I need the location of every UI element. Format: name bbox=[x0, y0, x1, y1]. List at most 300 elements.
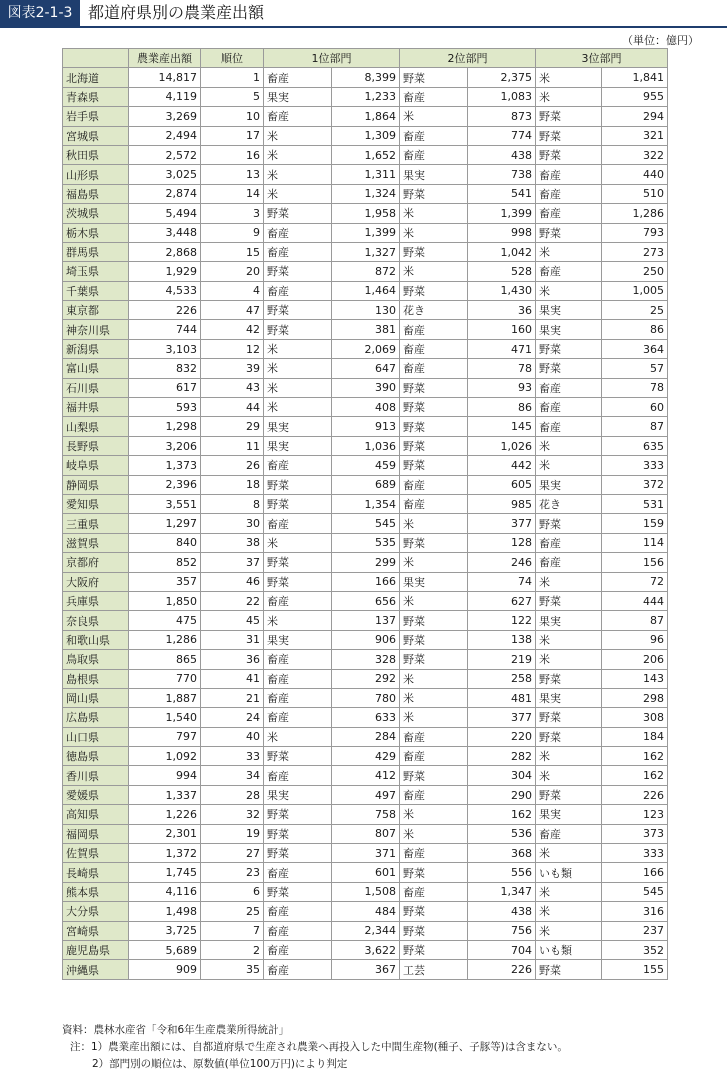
first-sector-value: 1,399 bbox=[332, 223, 400, 242]
first-sector-value: 601 bbox=[332, 863, 400, 882]
output-cell: 1,373 bbox=[129, 456, 201, 475]
output-cell: 1,498 bbox=[129, 902, 201, 921]
third-sector-name: 畜産 bbox=[536, 553, 602, 572]
first-sector-value: 1,652 bbox=[332, 145, 400, 164]
prefecture-cell: 神奈川県 bbox=[63, 320, 129, 339]
rank-cell: 47 bbox=[201, 301, 264, 320]
first-sector-name: 畜産 bbox=[264, 921, 332, 940]
second-sector-name: 米 bbox=[400, 262, 468, 281]
first-sector-name: 畜産 bbox=[264, 708, 332, 727]
rank-cell: 36 bbox=[201, 650, 264, 669]
second-sector-name: 米 bbox=[400, 824, 468, 843]
first-sector-name: 野菜 bbox=[264, 824, 332, 843]
third-sector-value: 159 bbox=[602, 514, 668, 533]
second-sector-name: 畜産 bbox=[400, 126, 468, 145]
first-sector-value: 497 bbox=[332, 785, 400, 804]
third-sector-value: 440 bbox=[602, 165, 668, 184]
second-sector-name: 野菜 bbox=[400, 242, 468, 261]
rank-cell: 22 bbox=[201, 591, 264, 610]
output-cell: 2,572 bbox=[129, 145, 201, 164]
third-sector-value: 1,286 bbox=[602, 204, 668, 223]
prefecture-cell: 静岡県 bbox=[63, 475, 129, 494]
table-row bbox=[63, 844, 668, 863]
first-sector-name: 畜産 bbox=[264, 766, 332, 785]
second-sector-value: 145 bbox=[468, 417, 536, 436]
rank-cell: 35 bbox=[201, 960, 264, 979]
first-sector-name: 畜産 bbox=[264, 669, 332, 688]
third-sector-value: 226 bbox=[602, 785, 668, 804]
first-sector-value: 1,309 bbox=[332, 126, 400, 145]
first-sector-value: 2,344 bbox=[332, 921, 400, 940]
second-sector-value: 1,083 bbox=[468, 87, 536, 106]
prefecture-cell: 佐賀県 bbox=[63, 844, 129, 863]
second-sector-name: 米 bbox=[400, 669, 468, 688]
third-sector-value: 237 bbox=[602, 921, 668, 940]
third-sector-name: 野菜 bbox=[536, 145, 602, 164]
third-sector-name: 果実 bbox=[536, 611, 602, 630]
output-cell: 797 bbox=[129, 727, 201, 746]
first-sector-value: 535 bbox=[332, 533, 400, 552]
output-cell: 617 bbox=[129, 378, 201, 397]
rank-cell: 27 bbox=[201, 844, 264, 863]
first-sector-value: 647 bbox=[332, 359, 400, 378]
output-cell: 1,298 bbox=[129, 417, 201, 436]
prefecture-cell: 群馬県 bbox=[63, 242, 129, 261]
table-row bbox=[63, 611, 668, 630]
rank-cell: 46 bbox=[201, 572, 264, 591]
second-sector-name: 畜産 bbox=[400, 87, 468, 106]
third-sector-name: 米 bbox=[536, 242, 602, 261]
second-sector-value: 627 bbox=[468, 591, 536, 610]
prefecture-cell: 大分県 bbox=[63, 902, 129, 921]
first-sector-value: 381 bbox=[332, 320, 400, 339]
second-sector-name: 花き bbox=[400, 301, 468, 320]
output-cell: 1,337 bbox=[129, 785, 201, 804]
second-sector-value: 368 bbox=[468, 844, 536, 863]
first-sector-value: 656 bbox=[332, 591, 400, 610]
first-sector-name: 畜産 bbox=[264, 281, 332, 300]
table-header-row bbox=[63, 49, 668, 68]
first-sector-name: 野菜 bbox=[264, 262, 332, 281]
prefecture-cell: 茨城県 bbox=[63, 204, 129, 223]
prefecture-cell: 山梨県 bbox=[63, 417, 129, 436]
first-sector-name: 畜産 bbox=[264, 688, 332, 707]
second-sector-value: 219 bbox=[468, 650, 536, 669]
second-sector-value: 1,026 bbox=[468, 436, 536, 455]
rank-cell: 30 bbox=[201, 514, 264, 533]
rank-cell: 4 bbox=[201, 281, 264, 300]
third-sector-name: 野菜 bbox=[536, 126, 602, 145]
second-sector-name: 野菜 bbox=[400, 184, 468, 203]
first-sector-value: 633 bbox=[332, 708, 400, 727]
third-sector-name: 畜産 bbox=[536, 262, 602, 281]
table-row bbox=[63, 766, 668, 785]
rank-cell: 7 bbox=[201, 921, 264, 940]
table-row bbox=[63, 398, 668, 417]
third-sector-value: 87 bbox=[602, 417, 668, 436]
second-sector-value: 1,430 bbox=[468, 281, 536, 300]
second-sector-name: 果実 bbox=[400, 572, 468, 591]
third-sector-value: 86 bbox=[602, 320, 668, 339]
second-sector-value: 528 bbox=[468, 262, 536, 281]
third-sector-value: 364 bbox=[602, 339, 668, 358]
third-sector-value: 60 bbox=[602, 398, 668, 417]
third-sector-value: 308 bbox=[602, 708, 668, 727]
second-sector-value: 226 bbox=[468, 960, 536, 979]
third-sector-name: 畜産 bbox=[536, 204, 602, 223]
first-sector-name: 畜産 bbox=[264, 650, 332, 669]
third-sector-value: 373 bbox=[602, 824, 668, 843]
table-row bbox=[63, 669, 668, 688]
output-cell: 357 bbox=[129, 572, 201, 591]
first-sector-value: 1,864 bbox=[332, 107, 400, 126]
first-sector-name: 野菜 bbox=[264, 882, 332, 901]
second-sector-name: 野菜 bbox=[400, 863, 468, 882]
output-cell: 1,745 bbox=[129, 863, 201, 882]
first-sector-value: 1,354 bbox=[332, 494, 400, 513]
third-sector-value: 1,841 bbox=[602, 68, 668, 87]
second-sector-name: 畜産 bbox=[400, 359, 468, 378]
third-sector-name: 米 bbox=[536, 281, 602, 300]
prefecture-cell: 山口県 bbox=[63, 727, 129, 746]
rank-cell: 34 bbox=[201, 766, 264, 785]
output-cell: 2,301 bbox=[129, 824, 201, 843]
output-cell: 744 bbox=[129, 320, 201, 339]
prefecture-cell: 愛知県 bbox=[63, 494, 129, 513]
prefecture-cell: 栃木県 bbox=[63, 223, 129, 242]
table-row bbox=[63, 940, 668, 959]
output-cell: 865 bbox=[129, 650, 201, 669]
table-row bbox=[63, 960, 668, 979]
second-sector-name: 畜産 bbox=[400, 320, 468, 339]
prefecture-cell: 埼玉県 bbox=[63, 262, 129, 281]
third-sector-name: 畜産 bbox=[536, 398, 602, 417]
first-sector-name: 米 bbox=[264, 359, 332, 378]
third-sector-value: 298 bbox=[602, 688, 668, 707]
prefecture-cell: 香川県 bbox=[63, 766, 129, 785]
second-sector-value: 304 bbox=[468, 766, 536, 785]
table-row bbox=[63, 494, 668, 513]
first-sector-value: 545 bbox=[332, 514, 400, 533]
third-sector-name: 野菜 bbox=[536, 107, 602, 126]
output-cell: 1,092 bbox=[129, 747, 201, 766]
third-sector-value: 316 bbox=[602, 902, 668, 921]
rank-cell: 13 bbox=[201, 165, 264, 184]
second-sector-value: 998 bbox=[468, 223, 536, 242]
rank-cell: 11 bbox=[201, 436, 264, 455]
first-sector-name: 米 bbox=[264, 184, 332, 203]
second-sector-name: 果実 bbox=[400, 165, 468, 184]
output-cell: 5,494 bbox=[129, 204, 201, 223]
first-sector-name: 野菜 bbox=[264, 572, 332, 591]
third-sector-name: 米 bbox=[536, 921, 602, 940]
first-sector-name: 畜産 bbox=[264, 902, 332, 921]
table-row bbox=[63, 436, 668, 455]
second-sector-value: 1,042 bbox=[468, 242, 536, 261]
output-cell: 1,286 bbox=[129, 630, 201, 649]
first-sector-value: 429 bbox=[332, 747, 400, 766]
first-sector-name: 畜産 bbox=[264, 223, 332, 242]
second-sector-name: 野菜 bbox=[400, 68, 468, 87]
second-sector-value: 122 bbox=[468, 611, 536, 630]
second-sector-name: 畜産 bbox=[400, 475, 468, 494]
rank-cell: 5 bbox=[201, 87, 264, 106]
first-sector-name: 果実 bbox=[264, 436, 332, 455]
rank-cell: 39 bbox=[201, 359, 264, 378]
second-sector-name: 米 bbox=[400, 688, 468, 707]
second-sector-value: 258 bbox=[468, 669, 536, 688]
third-sector-value: 156 bbox=[602, 553, 668, 572]
output-cell: 2,874 bbox=[129, 184, 201, 203]
prefecture-cell: 大阪府 bbox=[63, 572, 129, 591]
prefecture-cell: 岩手県 bbox=[63, 107, 129, 126]
rank-cell: 12 bbox=[201, 339, 264, 358]
third-sector-value: 78 bbox=[602, 378, 668, 397]
prefecture-cell: 愛媛県 bbox=[63, 785, 129, 804]
second-sector-name: 米 bbox=[400, 708, 468, 727]
rank-cell: 16 bbox=[201, 145, 264, 164]
prefecture-cell: 奈良県 bbox=[63, 611, 129, 630]
third-sector-value: 250 bbox=[602, 262, 668, 281]
first-sector-name: 畜産 bbox=[264, 456, 332, 475]
first-sector-value: 1,327 bbox=[332, 242, 400, 261]
third-sector-name: 野菜 bbox=[536, 514, 602, 533]
third-sector-name: 果実 bbox=[536, 805, 602, 824]
third-sector-name: 花き bbox=[536, 494, 602, 513]
table-row bbox=[63, 553, 668, 572]
first-sector-value: 408 bbox=[332, 398, 400, 417]
third-sector-value: 87 bbox=[602, 611, 668, 630]
rank-cell: 43 bbox=[201, 378, 264, 397]
second-sector-name: 野菜 bbox=[400, 766, 468, 785]
second-sector-name: 畜産 bbox=[400, 145, 468, 164]
third-sector-name: 米 bbox=[536, 572, 602, 591]
third-sector-name: 果実 bbox=[536, 320, 602, 339]
second-sector-value: 220 bbox=[468, 727, 536, 746]
prefecture-cell: 徳島県 bbox=[63, 747, 129, 766]
third-sector-name: 野菜 bbox=[536, 223, 602, 242]
table-row bbox=[63, 882, 668, 901]
rank-cell: 40 bbox=[201, 727, 264, 746]
prefecture-cell: 滋賀県 bbox=[63, 533, 129, 552]
prefecture-cell: 青森県 bbox=[63, 87, 129, 106]
prefecture-cell: 石川県 bbox=[63, 378, 129, 397]
first-sector-value: 166 bbox=[332, 572, 400, 591]
first-sector-value: 412 bbox=[332, 766, 400, 785]
first-sector-name: 野菜 bbox=[264, 844, 332, 863]
table-row bbox=[63, 204, 668, 223]
prefecture-cell: 岐阜県 bbox=[63, 456, 129, 475]
first-sector-value: 3,622 bbox=[332, 940, 400, 959]
output-cell: 2,868 bbox=[129, 242, 201, 261]
output-cell: 2,396 bbox=[129, 475, 201, 494]
table-row bbox=[63, 87, 668, 106]
rank-cell: 26 bbox=[201, 456, 264, 475]
third-sector-value: 96 bbox=[602, 630, 668, 649]
second-sector-name: 野菜 bbox=[400, 611, 468, 630]
output-cell: 1,887 bbox=[129, 688, 201, 707]
prefecture-cell: 高知県 bbox=[63, 805, 129, 824]
second-sector-value: 536 bbox=[468, 824, 536, 843]
prefecture-cell: 福島県 bbox=[63, 184, 129, 203]
table-row bbox=[63, 805, 668, 824]
second-sector-value: 162 bbox=[468, 805, 536, 824]
second-sector-value: 442 bbox=[468, 456, 536, 475]
third-sector-name: 米 bbox=[536, 650, 602, 669]
third-sector-name: 米 bbox=[536, 456, 602, 475]
third-sector-value: 510 bbox=[602, 184, 668, 203]
table-row bbox=[63, 456, 668, 475]
second-sector-name: 野菜 bbox=[400, 533, 468, 552]
header-prefecture bbox=[63, 49, 129, 68]
agricultural-output-table bbox=[62, 48, 668, 980]
third-sector-name: 野菜 bbox=[536, 708, 602, 727]
third-sector-name: 米 bbox=[536, 630, 602, 649]
second-sector-name: 野菜 bbox=[400, 281, 468, 300]
first-sector-value: 780 bbox=[332, 688, 400, 707]
first-sector-value: 459 bbox=[332, 456, 400, 475]
output-cell: 3,448 bbox=[129, 223, 201, 242]
first-sector-name: 野菜 bbox=[264, 494, 332, 513]
third-sector-name: 米 bbox=[536, 68, 602, 87]
prefecture-cell: 宮崎県 bbox=[63, 921, 129, 940]
third-sector-value: 72 bbox=[602, 572, 668, 591]
third-sector-value: 531 bbox=[602, 494, 668, 513]
first-sector-value: 130 bbox=[332, 301, 400, 320]
second-sector-value: 36 bbox=[468, 301, 536, 320]
second-sector-value: 246 bbox=[468, 553, 536, 572]
table-row bbox=[63, 921, 668, 940]
first-sector-name: 畜産 bbox=[264, 591, 332, 610]
figure-title-bar bbox=[0, 0, 727, 26]
second-sector-value: 78 bbox=[468, 359, 536, 378]
third-sector-name: 米 bbox=[536, 902, 602, 921]
second-sector-value: 1,347 bbox=[468, 882, 536, 901]
second-sector-value: 704 bbox=[468, 940, 536, 959]
third-sector-name: 米 bbox=[536, 747, 602, 766]
third-sector-name: 野菜 bbox=[536, 359, 602, 378]
output-cell: 2,494 bbox=[129, 126, 201, 145]
rank-cell: 31 bbox=[201, 630, 264, 649]
first-sector-value: 2,069 bbox=[332, 339, 400, 358]
first-sector-name: 果実 bbox=[264, 630, 332, 649]
table-row bbox=[63, 301, 668, 320]
second-sector-value: 74 bbox=[468, 572, 536, 591]
table-row bbox=[63, 863, 668, 882]
third-sector-name: 畜産 bbox=[536, 378, 602, 397]
third-sector-name: 畜産 bbox=[536, 184, 602, 203]
third-sector-name: 果実 bbox=[536, 688, 602, 707]
table-row bbox=[63, 320, 668, 339]
third-sector-name: 野菜 bbox=[536, 785, 602, 804]
output-cell: 4,116 bbox=[129, 882, 201, 901]
first-sector-name: 米 bbox=[264, 165, 332, 184]
prefecture-cell: 沖縄県 bbox=[63, 960, 129, 979]
second-sector-name: 畜産 bbox=[400, 727, 468, 746]
third-sector-value: 372 bbox=[602, 475, 668, 494]
rank-cell: 24 bbox=[201, 708, 264, 727]
rank-cell: 1 bbox=[201, 68, 264, 87]
second-sector-value: 290 bbox=[468, 785, 536, 804]
second-sector-value: 605 bbox=[468, 475, 536, 494]
third-sector-value: 1,005 bbox=[602, 281, 668, 300]
output-cell: 3,551 bbox=[129, 494, 201, 513]
second-sector-name: 野菜 bbox=[400, 650, 468, 669]
third-sector-value: 545 bbox=[602, 882, 668, 901]
second-sector-value: 774 bbox=[468, 126, 536, 145]
rank-cell: 6 bbox=[201, 882, 264, 901]
output-cell: 4,119 bbox=[129, 87, 201, 106]
table-row bbox=[63, 785, 668, 804]
output-cell: 4,533 bbox=[129, 281, 201, 300]
third-sector-value: 114 bbox=[602, 533, 668, 552]
third-sector-value: 321 bbox=[602, 126, 668, 145]
first-sector-name: 野菜 bbox=[264, 475, 332, 494]
third-sector-value: 25 bbox=[602, 301, 668, 320]
table-row bbox=[63, 630, 668, 649]
first-sector-name: 畜産 bbox=[264, 960, 332, 979]
rank-cell: 9 bbox=[201, 223, 264, 242]
table-row bbox=[63, 165, 668, 184]
second-sector-value: 93 bbox=[468, 378, 536, 397]
table-row bbox=[63, 727, 668, 746]
output-cell: 226 bbox=[129, 301, 201, 320]
first-sector-value: 1,508 bbox=[332, 882, 400, 901]
table-row bbox=[63, 688, 668, 707]
first-sector-value: 390 bbox=[332, 378, 400, 397]
third-sector-value: 162 bbox=[602, 747, 668, 766]
third-sector-value: 352 bbox=[602, 940, 668, 959]
prefecture-cell: 岡山県 bbox=[63, 688, 129, 707]
table-row bbox=[63, 902, 668, 921]
second-sector-name: 畜産 bbox=[400, 844, 468, 863]
second-sector-value: 438 bbox=[468, 902, 536, 921]
output-cell: 1,226 bbox=[129, 805, 201, 824]
first-sector-value: 913 bbox=[332, 417, 400, 436]
header-rank: 順位 bbox=[201, 49, 264, 68]
first-sector-name: 畜産 bbox=[264, 940, 332, 959]
table-row bbox=[63, 339, 668, 358]
footnote-2: 2）部門別の順位は、原数値(単位100万円)により判定 bbox=[92, 1058, 348, 1070]
output-cell: 3,206 bbox=[129, 436, 201, 455]
output-cell: 1,850 bbox=[129, 591, 201, 610]
second-sector-value: 160 bbox=[468, 320, 536, 339]
rank-cell: 45 bbox=[201, 611, 264, 630]
output-cell: 909 bbox=[129, 960, 201, 979]
prefecture-cell: 福井県 bbox=[63, 398, 129, 417]
second-sector-name: 畜産 bbox=[400, 339, 468, 358]
table-row bbox=[63, 572, 668, 591]
second-sector-name: 米 bbox=[400, 514, 468, 533]
third-sector-name: 畜産 bbox=[536, 165, 602, 184]
third-sector-value: 143 bbox=[602, 669, 668, 688]
first-sector-name: 野菜 bbox=[264, 204, 332, 223]
first-sector-value: 328 bbox=[332, 650, 400, 669]
second-sector-name: 野菜 bbox=[400, 378, 468, 397]
second-sector-name: 米 bbox=[400, 204, 468, 223]
first-sector-name: 果実 bbox=[264, 417, 332, 436]
output-cell: 1,540 bbox=[129, 708, 201, 727]
table-row bbox=[63, 262, 668, 281]
third-sector-value: 57 bbox=[602, 359, 668, 378]
footnote-1: 注：1）農業産出額には、自都道府県で生産され農業へ再投入した中間生産物(種子、子豚等)は含まない。 bbox=[70, 1041, 568, 1053]
first-sector-name: 米 bbox=[264, 378, 332, 397]
third-sector-name: 野菜 bbox=[536, 669, 602, 688]
second-sector-name: 野菜 bbox=[400, 436, 468, 455]
first-sector-value: 484 bbox=[332, 902, 400, 921]
third-sector-name: 畜産 bbox=[536, 533, 602, 552]
second-sector-value: 556 bbox=[468, 863, 536, 882]
